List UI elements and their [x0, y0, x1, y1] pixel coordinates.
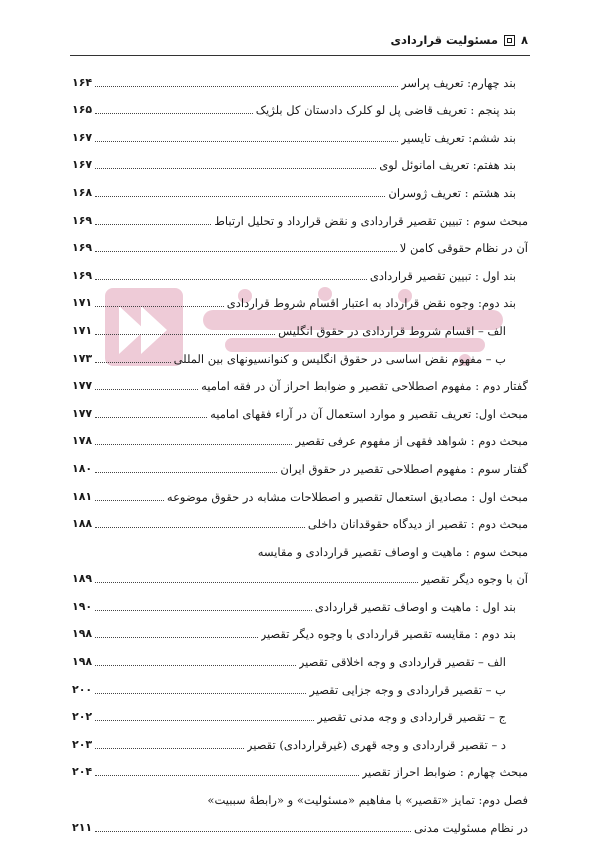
- toc-entry: [72, 641, 528, 669]
- toc-entry-title: فصل دوم: تمایز «تقصیر» با مفاهیم «مسئولیت» و «رابطهٔ سببیت»: [207, 793, 528, 808]
- dot-leader: [95, 748, 244, 749]
- dot-leader: [95, 417, 207, 418]
- toc-entry-page: ۱۸۰: [72, 461, 93, 475]
- dot-leader: [95, 720, 314, 721]
- toc-entry-page: ۱۶۹: [72, 241, 93, 255]
- toc-entry-title: الف – تقصیر قراردادی و وجه اخلاقی تقصیر: [298, 655, 506, 670]
- toc-entry-title: بند اول : ماهیت و اوصاف تقصیر قراردادی: [314, 599, 516, 614]
- toc-entry-title: مبحث دوم : تقصیر از دیدگاه حقوقدانان داخلی: [307, 517, 528, 532]
- toc-entry-page: ۱۶۹: [72, 268, 93, 282]
- toc-entry-title: آن در نظام حقوقی کامن لا: [399, 241, 528, 256]
- toc-entry-title: مبحث اول: تعریف تقصیر و موارد استعمال آن در آراء فقهای امامیه: [210, 406, 528, 421]
- toc-entry-page: ۱۶۵: [72, 103, 93, 117]
- dot-leader: [95, 582, 417, 583]
- toc-entry-page: ۱۶۴: [72, 75, 93, 89]
- toc-entry: [72, 200, 528, 228]
- toc-entry: [72, 228, 528, 256]
- dot-leader: [95, 279, 367, 280]
- toc-entry: [72, 807, 528, 835]
- toc-entry-title: گفتار سوم : مفهوم اصطلاحی تقصیر در حقوق ایران: [280, 461, 528, 476]
- dot-leader: [95, 472, 277, 473]
- toc-entry: [72, 586, 528, 614]
- toc-entry-title: ب – تقصیر قراردادی و وجه جزایی تقصیر: [309, 682, 506, 697]
- toc-entry-page: ۱۸۹: [72, 572, 93, 586]
- dot-leader: [95, 141, 398, 142]
- book-title: مسئولیت قراردادی: [390, 33, 498, 47]
- toc-entry: [72, 779, 528, 807]
- dot-leader: [95, 500, 164, 501]
- toc-entry: [72, 531, 528, 559]
- toc-entry: [72, 117, 528, 145]
- toc-entry-title: مبحث سوم : تبیین تقصیر قراردادی و نقض قرارداد و تحلیل ارتباط: [214, 213, 528, 228]
- toc-entry: [72, 62, 528, 90]
- toc-entry-title: مبحث اول : مصادیق استعمال تقصیر و اصطلاحات مشابه در حقوق موضوعه: [166, 489, 528, 504]
- dot-leader: [95, 113, 253, 114]
- toc-entry-page: ۱۸۸: [72, 517, 93, 531]
- toc-entry-page: ۲۱۱: [72, 820, 93, 834]
- toc-entry-title: مبحث سوم : ماهیت و اوصاف تقصیر قراردادی و مقایسه: [257, 544, 528, 559]
- toc-entry-title: گفتار دوم : مفهوم اصطلاحی تقصیر و ضوابط احراز آن در فقه امامیه: [201, 379, 528, 394]
- toc-entry: [72, 559, 528, 587]
- toc-entry: [72, 476, 528, 504]
- dot-leader: [95, 334, 275, 335]
- dot-leader: [95, 306, 224, 307]
- toc-entry-page: ۱۹۰: [72, 599, 93, 613]
- toc-entry: [72, 172, 528, 200]
- toc-entry: [72, 697, 528, 725]
- dot-leader: [95, 693, 306, 694]
- dot-leader: [95, 86, 398, 87]
- toc-entry-page: ۱۶۸: [72, 185, 93, 199]
- toc-entry: [72, 752, 528, 780]
- dot-leader: [95, 637, 257, 638]
- toc-entry-page: ۱۸۱: [72, 489, 93, 503]
- toc-entry: [72, 421, 528, 449]
- toc-entry-page: ۱۶۷: [72, 158, 93, 172]
- toc-entry-page: ۱۷۳: [72, 351, 93, 365]
- toc-entry-title: ج – تقصیر قراردادی و وجه مدنی تقصیر: [317, 710, 506, 725]
- header-divider: [70, 55, 530, 56]
- toc-entry-page: ۲۰۲: [72, 710, 93, 724]
- toc-entry-page: ۱۶۷: [72, 130, 93, 144]
- toc-entry-title: ب – مفهوم نقض اساسی در حقوق انگلیس و کنوانسیونهای بین المللی: [173, 351, 506, 366]
- dot-leader: [95, 362, 170, 363]
- toc-entry-page: ۱۷۷: [72, 406, 93, 420]
- toc-entry-page: ۱۷۱: [72, 296, 93, 310]
- toc-entry: [72, 338, 528, 366]
- toc-entry-title: بند هشتم : تعریف ژوسران: [388, 185, 516, 200]
- toc-entry: [72, 669, 528, 697]
- toc-entry: [72, 310, 528, 338]
- toc-entry-title: بند ششم: تعریف تایسیر: [400, 130, 516, 145]
- dot-leader: [95, 444, 292, 445]
- toc-entry-title: د – تقصیر قراردادی و وجه قهری (غیرقراردادی) تقصیر: [246, 737, 506, 752]
- toc-entry: [72, 283, 528, 311]
- toc-entry-title: بند دوم : مقایسه تقصیر قراردادی با وجوه دیگر تقصیر: [260, 627, 516, 642]
- dot-leader: [95, 665, 296, 666]
- toc-entry: [72, 255, 528, 283]
- toc-entry-page: ۱۷۱: [72, 323, 93, 337]
- dot-leader: [95, 831, 411, 832]
- dot-leader: [95, 224, 211, 225]
- dot-leader: [95, 610, 312, 611]
- dot-leader: [95, 775, 359, 776]
- toc-entry: [72, 504, 528, 532]
- toc-entry-title: بند چهارم: تعریف پراسر: [400, 75, 516, 90]
- dot-leader: [95, 251, 397, 252]
- toc-entry: [72, 145, 528, 173]
- box-icon: [504, 35, 515, 46]
- toc-entry-title: بند دوم: وجوه نقض قرارداد به اعتبار اقسام شروط قراردادی: [226, 296, 516, 311]
- dot-leader: [95, 196, 385, 197]
- toc-entry-title: بند هفتم: تعریف امانوئل لوی: [379, 158, 516, 173]
- toc-entry: [72, 366, 528, 394]
- dot-leader: [95, 389, 198, 390]
- table-of-contents: [72, 62, 528, 835]
- toc-entry: [72, 393, 528, 421]
- toc-entry: [72, 448, 528, 476]
- page-number: ۸: [520, 33, 528, 47]
- toc-entry: [72, 724, 528, 752]
- toc-entry-page: ۲۰۰: [72, 682, 93, 696]
- toc-entry-page: ۱۷۷: [72, 379, 93, 393]
- toc-entry-title: در نظام مسئولیت مدنی: [414, 820, 528, 835]
- toc-entry-page: ۲۰۳: [72, 737, 93, 751]
- toc-entry-title: آن با وجوه دیگر تقصیر: [420, 572, 528, 587]
- toc-entry-page: ۱۶۹: [72, 213, 93, 227]
- toc-entry-page: ۱۹۸: [72, 627, 93, 641]
- dot-leader: [95, 527, 305, 528]
- dot-leader: [95, 168, 376, 169]
- toc-entry-page: ۱۷۸: [72, 434, 93, 448]
- toc-entry-title: بند اول : تبیین تقصیر قراردادی: [369, 268, 516, 283]
- toc-entry-title: الف – اقسام شروط قراردادی در حقوق انگلیس: [278, 323, 506, 338]
- toc-entry-title: بند پنجم : تعریف قاضی پل لو کلرک دادستان کل بلژیک: [255, 103, 516, 118]
- toc-entry-page: ۱۹۸: [72, 655, 93, 669]
- toc-entry-title: مبحث دوم : شواهد فقهی از مفهوم عرفی تقصیر: [295, 434, 528, 449]
- toc-entry: [72, 90, 528, 118]
- toc-entry-title: مبحث چهارم : ضوابط احراز تقصیر: [361, 765, 528, 780]
- running-header: [72, 30, 528, 50]
- toc-entry-page: ۲۰۴: [72, 765, 93, 779]
- toc-entry: [72, 614, 528, 642]
